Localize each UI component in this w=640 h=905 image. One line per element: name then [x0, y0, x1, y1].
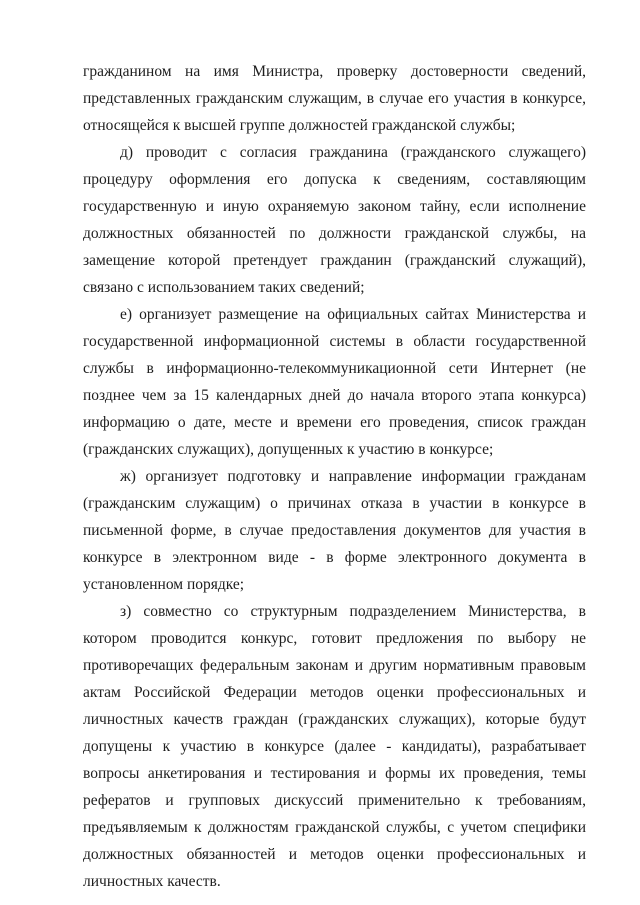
document-body [83, 58, 586, 895]
paragraph-continuation: гражданином на имя Министра, проверку достоверности сведений, представленных гражданским служащим, в случае его участия в конкурсе, относящейся к высшей группе должностей гражданской службы; [83, 63, 586, 134]
paragraph-item-e: е) организует размещение на официальных сайтах Министерства и государственной информационной системы в области государственной службы в информационно-телекоммуникационной сети Интернет (не позднее чем за 15 календарных дней до начала второго этапа конкурса) информацию о дате, месте и времени его проведения, список граждан (гражданских служащих), допущенных к участию в конкурсе; [83, 306, 586, 458]
paragraph-item-z: з) совместно со структурным подразделением Министерства, в котором проводится конкурс, готовит предложения по выбору не противоречащих федеральным законам и другим нормативным правовым актам Российской Федерации методов оценки профессиональных и личностных качеств граждан (гражданских служащих), которые будут допущены к участию в конкурсе (далее - кандидаты), разрабатывает вопросы анкетирования и тестирования и формы их проведения, темы рефератов и групповых дискуссий применительно к требованиям, предъявляемым к должностям гражданской службы, с учетом специфики должностных обязанностей и методов оценки профессиональных и личностных качеств. [83, 603, 586, 890]
paragraph-item-zh: ж) организует подготовку и направление информации гражданам (гражданским служащим) о причинах отказа в участии в конкурсе в письменной форме, в случае предоставления документов для участия в конкурсе в электронном виде - в форме электронного документа в установленном порядке; [83, 468, 586, 593]
paragraph-item-d: д) проводит с согласия гражданина (гражданского служащего) процедуру оформления его допуска к сведениям, составляющим государственную и иную охраняемую законом тайну, если исполнение должностных обязанностей по должности гражданской службы, на замещение которой претендует гражданин (гражданский служащий), связано с использованием таких сведений; [83, 144, 586, 296]
